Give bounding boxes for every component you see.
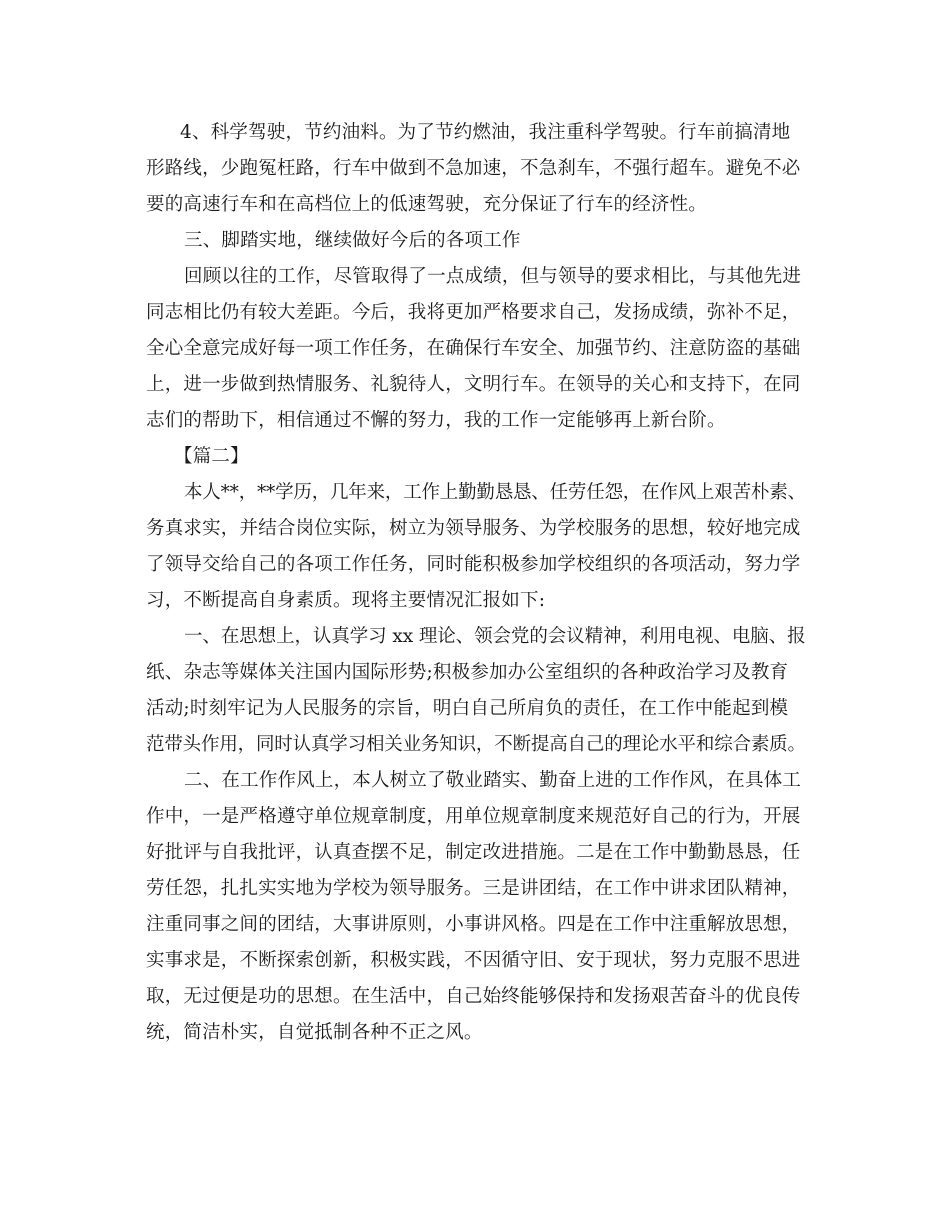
text-line: 同志相比仍有较大差距。今后，我将更加严格要求自己，发扬成绩，弥补不足， <box>146 302 801 323</box>
text-line: 二、在工作作风上，本人树立了敬业踏实、勤奋上进的工作作风，在具体工 <box>184 770 802 791</box>
text-line: 回顾以往的工作，尽管取得了一点成绩，但与领导的要求相比，与其他先进 <box>184 266 802 287</box>
section-heading: 三、脚踏实地，继续做好今后的各项工作 <box>184 230 521 251</box>
text-line: 本人**，**学历，几年来，工作上勤勤恳恳、任劳任怨，在作风上艰苦朴素、 <box>184 482 806 503</box>
text-line: 取，无过便是功的思想。在生活中，自己始终能够保持和发扬艰苦奋斗的优良传 <box>146 986 801 1007</box>
text-line: 纸、杂志等媒体关注国内国际形势;积极参加办公室组织的各种政治学习及教育 <box>146 662 789 683</box>
text-line: 好批评与自我批评，认真查摆不足，制定改进措施。二是在工作中勤勤恳恳，任 <box>146 842 801 863</box>
text-line: 范带头作用，同时认真学习相关业务知识，不断提高自己的理论水平和综合素质。 <box>146 734 806 755</box>
text-line: 要的高速行车和在高档位上的低速驾驶，充分保证了行车的经济性。 <box>146 194 708 215</box>
text-line: 上，进一步做到热情服务、礼貌待人，文明行车。在领导的关心和支持下，在同 <box>146 374 801 395</box>
text-line: 统，简洁朴实，自觉抵制各种不正之风。 <box>146 1022 483 1043</box>
text-line: 活动;时刻牢记为人民服务的宗旨，明白自己所肩负的责任，在工作中能起到模 <box>146 698 789 719</box>
text-line: 实事求是，不断探索创新，积极实践，不因循守旧、安于现状，努力克服不思进 <box>146 950 801 971</box>
text-line: 务真求实，并结合岗位实际，树立为领导服务、为学校服务的思想，较好地完成 <box>146 518 801 539</box>
text-line: 了领导交给自己的各项工作任务，同时能积极参加学校组织的各项活动，努力学 <box>146 554 801 575</box>
text-line: 注重同事之间的团结，大事讲原则，小事讲风格。四是在工作中注重解放思想， <box>146 914 801 935</box>
text-line: 志们的帮助下，相信通过不懈的努力，我的工作一定能够再上新台阶。 <box>146 410 726 431</box>
text-line: 一、在思想上，认真学习 xx 理论、领会党的会议精神，利用电视、电脑、报 <box>184 626 806 647</box>
text-line: 习，不断提高自身素质。现将主要情况汇报如下: <box>146 590 546 611</box>
text-line: 4、科学驾驶，节约油料。为了节约燃油，我注重科学驾驶。行车前搞清地 <box>180 122 791 143</box>
text-line: 形路线，少跑冤枉路，行车中做到不急加速，不急刹车，不强行超车。避免不必 <box>146 158 801 179</box>
text-line: 全心全意完成好每一项工作任务，在确保行车安全、加强节约、注意防盗的基础 <box>146 338 801 359</box>
text-line: 劳任怨，扎扎实实地为学校为领导服务。三是讲团结，在工作中讲求团队精神， <box>146 878 801 899</box>
text-line: 作中，一是严格遵守单位规章制度，用单位规章制度来规范好自己的行为，开展 <box>146 806 801 827</box>
section-label: 【篇二】 <box>174 446 249 467</box>
